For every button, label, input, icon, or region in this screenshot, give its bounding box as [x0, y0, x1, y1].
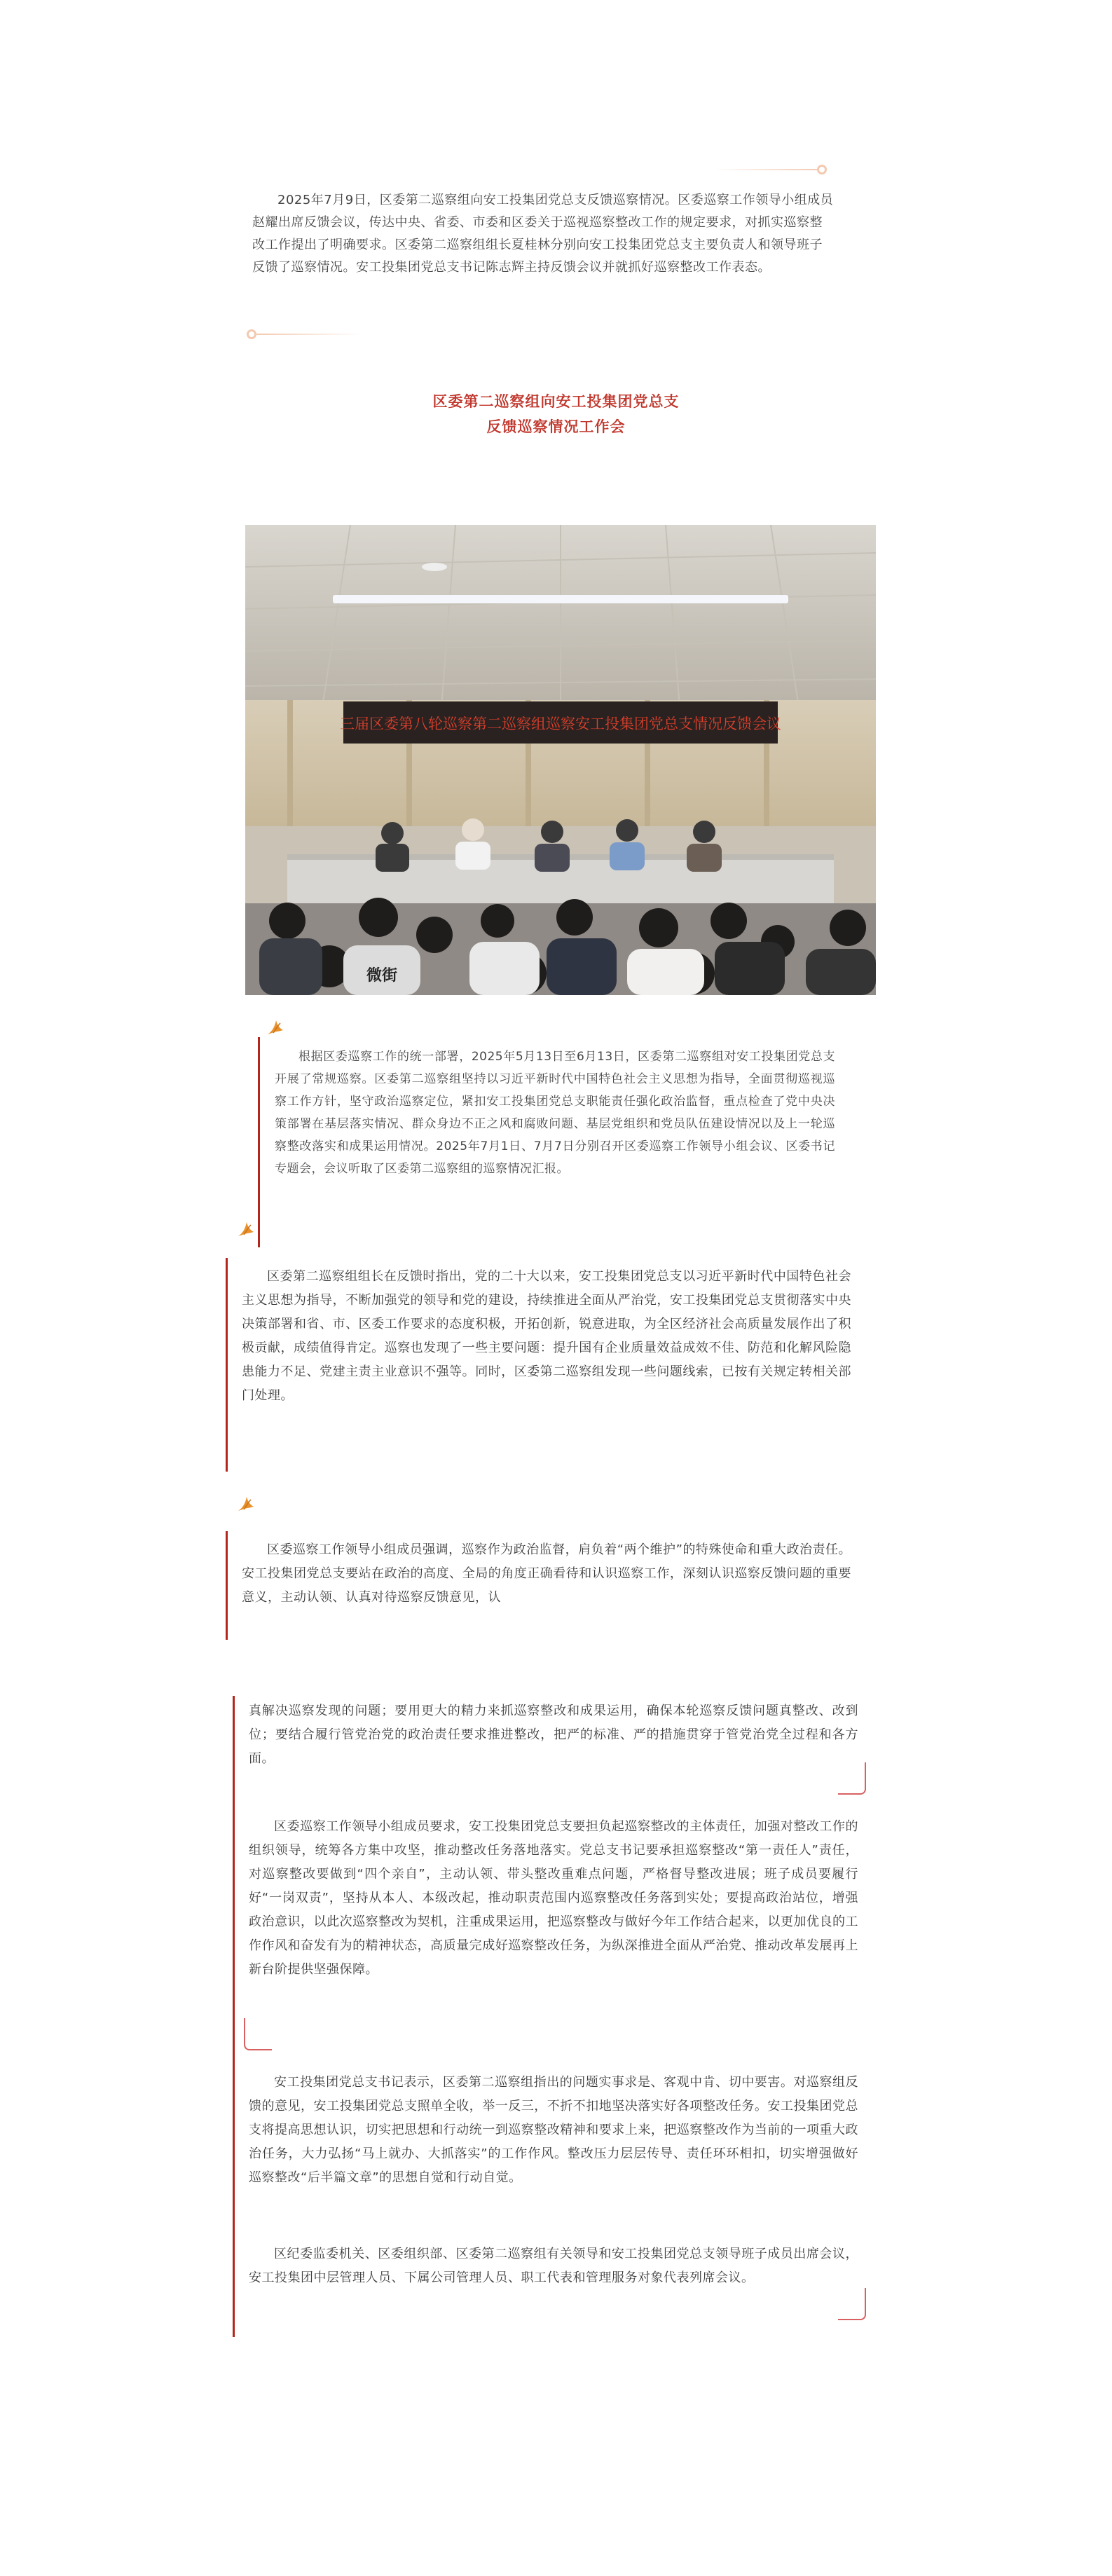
section-5-paragraph: 安工投集团党总支书记表示，区委第二巡察组指出的问题实事求是、客观中肯、切中要害。对巡察组反馈的意见，安工投集团党总支照单全收，举一反三，不折不扣地坚决落实好各项整改任务。安工投集团党总支将提高思想认识，切实把思想和行动统一到巡察整改精神和要求上来，把巡察整改作为当前的一项重大政治任务，大力弘扬“马上就办、大抓落实”的工作作风。整改压力层层传导、责任环环相扣，切实增强做好巡察整改“后半篇文章”的思想自觉和行动自觉。 — [249, 2075, 858, 2185]
section-3a-bar — [226, 1531, 228, 1640]
corner-decoration — [838, 1762, 866, 1795]
top-decoration-line — [715, 169, 820, 170]
section-3a-paragraph: 区委巡察工作领导小组成员强调，巡察作为政治监督，肩负着“两个维护”的特殊使命和重大政治责任。安工投集团党总支要站在政治的高度、全局的角度正确看待和认识巡察工作，深刻认识巡察反馈问题的重要意义，主动认领、认真对待巡察反馈意见，认 — [242, 1542, 851, 1605]
bottom-decoration-dot — [247, 329, 256, 339]
intro-paragraph: 2025年7月9日，区委第二巡察组向安工投集团党总支反馈巡察情况。区委巡察工作领导小组成员赵耀出席反馈会议，传达中央、省委、市委和区委关于巡视巡察整改工作的规定要求，对抓实巡察整改工作提出了明确要求。区委第二巡察组组长夏桂林分别向安工投集团党总支主要负责人和领导班子反馈了巡察情况。安工投集团党总支书记陈志辉主持反馈会议并就抓好巡察整改工作表态。 — [252, 193, 834, 275]
caption-line-1: 区委第二巡察组向安工投集团党总支 — [432, 393, 680, 410]
meeting-photo — [245, 525, 876, 995]
top-decoration-dot — [817, 165, 827, 174]
section-2-paragraph: 区委第二巡察组组长在反馈时指出，党的二十大以来，安工投集团党总支以习近平新时代中国特色社会主义思想为指导，不断加强党的领导和党的建设，持续推进全面从严治党，安工投集团党总支贯彻落实中央决策部署和省、市、区委工作要求的态度积极，开拓创新，锐意进取，为全区经济社会高质量发展作出了积极贡献，成绩值得肯定。巡察也发现了一些主要问题：提升国有企业质量效益成效不佳、防范和化解风险隐患能力不足、党建主责主业意识不强等。同时，区委第二巡察组发现一些问题线索，已按有关规定转相关部门处理。 — [242, 1269, 851, 1403]
caption-line-2: 反馈巡察情况工作会 — [486, 418, 626, 435]
section-3b-paragraph: 真解决巡察发现的问题；要用更大的精力来抓巡察整改和成果运用，确保本轮巡察反馈问题真整改、改到位；要结合履行管党治党的政治责任要求推进整改，把严的标准、严的措施贯穿于管党治党全过程和各方面。 — [249, 1704, 858, 1766]
leaf-icon — [235, 1493, 256, 1514]
shirt-text: 微街 — [366, 967, 398, 985]
section-4-paragraph: 区委巡察工作领导小组成员要求，安工投集团党总支要担负起巡察整改的主体责任，加强对整改工作的组织领导，统筹各方集中攻坚，推动整改任务落地落实。党总支书记要承担巡察整改“第一责任人”责任，对巡察整改要做到“四个亲自”，主动认领、带头整改重难点问题，严格督导整改进展；班子成员要履行好“一岗双责”，坚持从本人、本级改起，推动职责范围内巡察整改任务落到实处；要提高政治站位，增强政治意识，以此次巡察整改为契机，注重成果运用，把巡察整改与做好今年工作结合起来，以更加优良的工作作风和奋发有为的精神状态，高质量完成好巡察整改任务，为纵深推进全面从严治党、推动改革发展再上新台阶提供坚强保障。 — [249, 1819, 858, 1977]
section-3b-bar — [233, 1696, 235, 2337]
leaf-icon — [265, 1016, 286, 1037]
photo-caption — [0, 389, 1112, 439]
leaf-icon — [235, 1218, 256, 1239]
corner-decoration-bottom — [838, 2288, 866, 2320]
section-2-bar — [226, 1258, 228, 1472]
bottom-decoration-line — [256, 334, 362, 335]
section-6-paragraph: 区纪委监委机关、区委组织部、区委第二巡察组有关领导和安工投集团党总支领导班子成员出席会议，安工投集团中层管理人员、下属公司管理人员、职工代表和管理服务对象代表列席会议。 — [249, 2247, 858, 2285]
section-1-paragraph: 根据区委巡察工作的统一部署，2025年5月13日至6月13日，区委第二巡察组对安工投集团党总支开展了常规巡察。区委第二巡察组坚持以习近平新时代中国特色社会主义思想为指导，全面贯彻巡视巡察工作方针，坚守政治巡察定位，紧扣安工投集团党总支职能责任强化政治监督，重点检查了党中央决策部署在基层落实情况、群众身边不正之风和腐败问题、基层党组织和党员队伍建设情况以及上一轮巡察整改落实和成果运用情况。2025年7月1日、7月7日分别召开区委巡察工作领导小组会议、区委书记专题会，会议听取了区委第二巡察组的巡察情况汇报。 — [275, 1050, 835, 1176]
section-1-bar — [258, 1037, 260, 1247]
corner-decoration-left — [244, 2018, 272, 2050]
meeting-photo-illustration — [245, 525, 876, 995]
banner-text: 三届区委第八轮巡察第二巡察组巡察安工投集团党总支情况反馈会议 — [340, 715, 781, 732]
